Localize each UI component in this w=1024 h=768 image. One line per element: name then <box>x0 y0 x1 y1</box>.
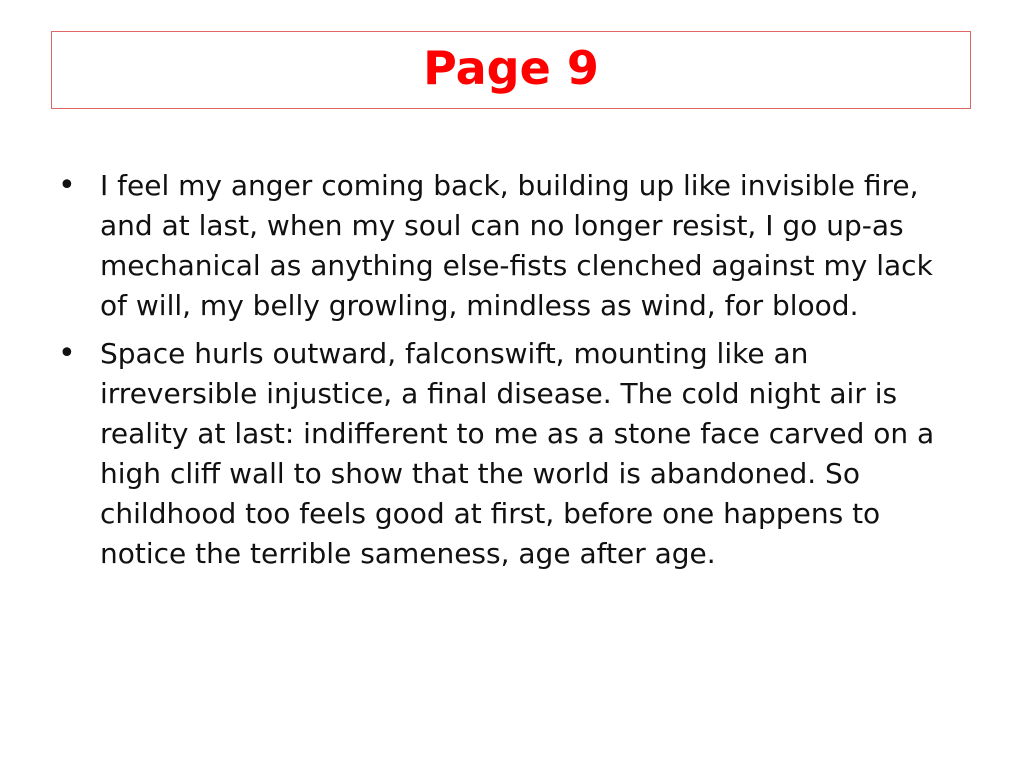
title-box <box>51 31 971 109</box>
page-title: Page 9 <box>423 41 599 95</box>
bullet-list <box>58 166 958 582</box>
bullet-marker: • <box>58 168 76 203</box>
bullet-marker: • <box>58 336 76 371</box>
bullet-item <box>58 166 958 326</box>
bullet-item <box>58 334 958 574</box>
bullet-text: Space hurls outward, falconswift, mounting like an irreversible injustice, a final disease. The cold night air is reality at last: indifferent to me as a stone face carved on a high cliff wall to show that the world is abandoned. So childhood too feels good at first, before one happens to notice the terrible sameness, age after age. <box>100 337 935 570</box>
bullet-text: I feel my anger coming back, building up like invisible fire, and at last, when my soul can no longer resist, I go up-as mechanical as anything else-fists clenched against my lack of will, my belly growling, mindless as wind, for blood. <box>100 169 933 322</box>
